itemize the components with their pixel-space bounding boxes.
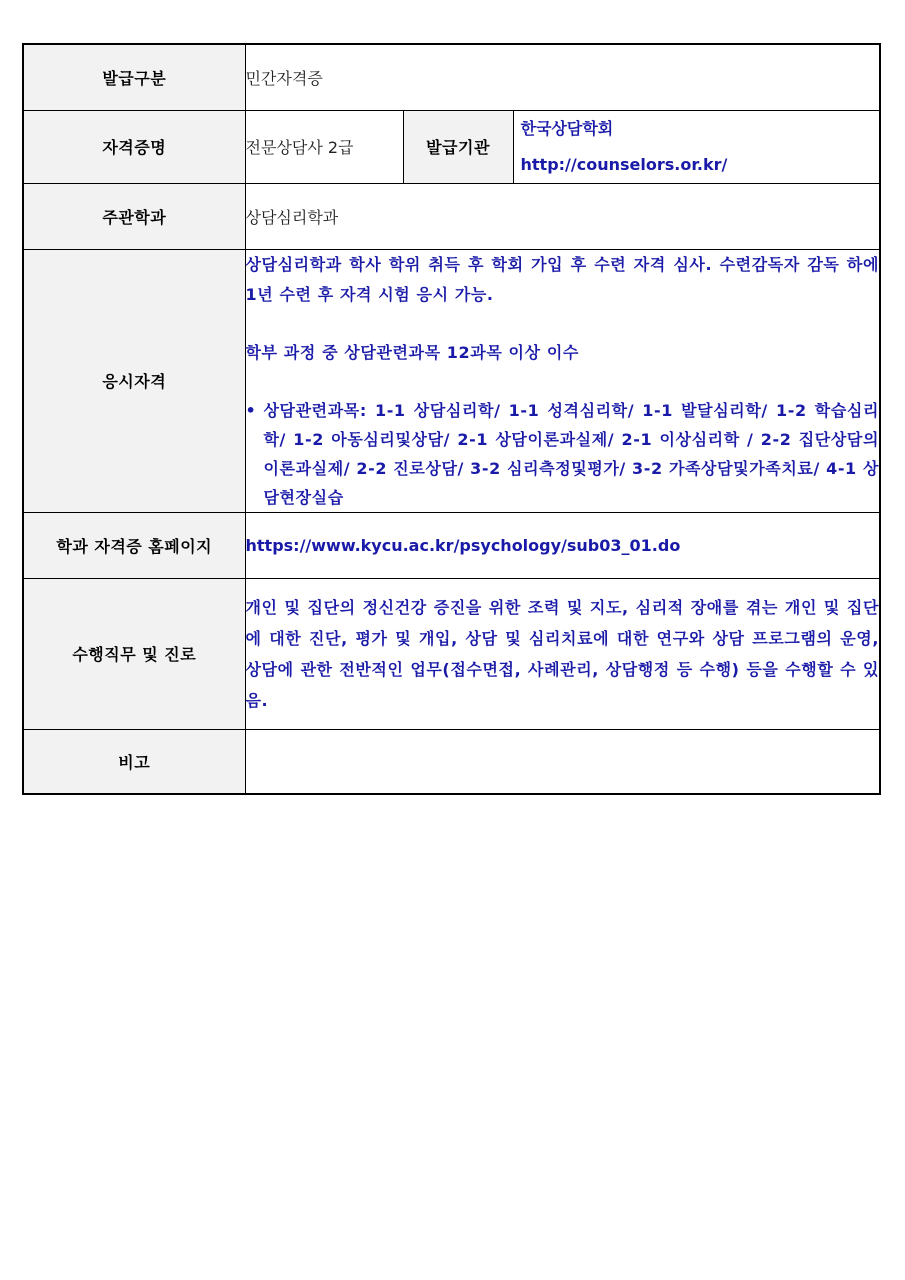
department-label: 주관학과 bbox=[23, 183, 245, 249]
certificate-info-table bbox=[22, 43, 881, 795]
remarks-row bbox=[23, 729, 880, 794]
issuer-label: 발급기관 bbox=[403, 110, 513, 183]
homepage-link[interactable]: https://www.kycu.ac.kr/psychology/sub03_01.do bbox=[245, 512, 880, 578]
department-value: 상담심리학과 bbox=[245, 183, 880, 249]
eligibility-paragraph-2: 학부 과정 중 상담관련과목 12과목 이상 이수 bbox=[245, 342, 579, 362]
eligibility-bullet-text: 상담관련과목: 1-1 상담심리학/ 1-1 성격심리학/ 1-1 발달심리학/ 1-2 학습심리학/ 1-2 아동심리및상담/ 2-1 상담이론과실제/ 2-1 이상심리학 / 2-2 집단상담의이론과실제/ 2-2 진로상담/ 3-2 심리측정및평가/ 3-2 가족상담및가족치료/ 4-1 상담현장실습 bbox=[263, 400, 880, 507]
issue-type-row bbox=[23, 44, 880, 110]
issuer-cell bbox=[513, 110, 880, 183]
issue-type-label: 발급구분 bbox=[23, 44, 245, 110]
duties-label: 수행직무 및 진로 bbox=[23, 578, 245, 729]
homepage-row bbox=[23, 512, 880, 578]
remarks-label: 비고 bbox=[23, 729, 245, 794]
eligibility-paragraph-1: 상담심리학과 학사 학위 취득 후 학회 가입 후 수련 자격 심사. 수련감독자 감독 하에 1년 수련 후 자격 시험 응시 가능. bbox=[245, 254, 880, 304]
cert-name-label: 자격증명 bbox=[23, 110, 245, 183]
issuer-name: 한국상담학회 bbox=[520, 118, 614, 138]
bullet-dot-icon: • bbox=[245, 400, 256, 420]
remarks-value bbox=[245, 729, 880, 794]
cert-name-row bbox=[23, 110, 880, 183]
eligibility-label: 응시자격 bbox=[23, 249, 245, 512]
eligibility-row bbox=[23, 249, 880, 512]
issuer-url-link[interactable]: http://counselors.or.kr/ bbox=[520, 154, 728, 174]
eligibility-bullet-item bbox=[246, 396, 880, 512]
duties-cell bbox=[245, 578, 880, 729]
issue-type-value: 민간자격증 bbox=[245, 44, 880, 110]
department-row bbox=[23, 183, 880, 249]
duties-row bbox=[23, 578, 880, 729]
duties-text: 개인 및 집단의 정신건강 증진을 위한 조력 및 지도, 심리적 장애를 겪는 개인 및 집단에 대한 진단, 평가 및 개입, 상담 및 심리치료에 대한 연구와 상담 프로그램의 운영, 상담에 관한 전반적인 업무(접수면접, 사례관리, 상담행정 등 수행) 등을 수행할 수 있음. bbox=[245, 597, 880, 710]
cert-name-value: 전문상담사 2급 bbox=[245, 110, 403, 183]
homepage-label: 학과 자격증 홈페이지 bbox=[23, 512, 245, 578]
eligibility-cell bbox=[245, 249, 880, 512]
